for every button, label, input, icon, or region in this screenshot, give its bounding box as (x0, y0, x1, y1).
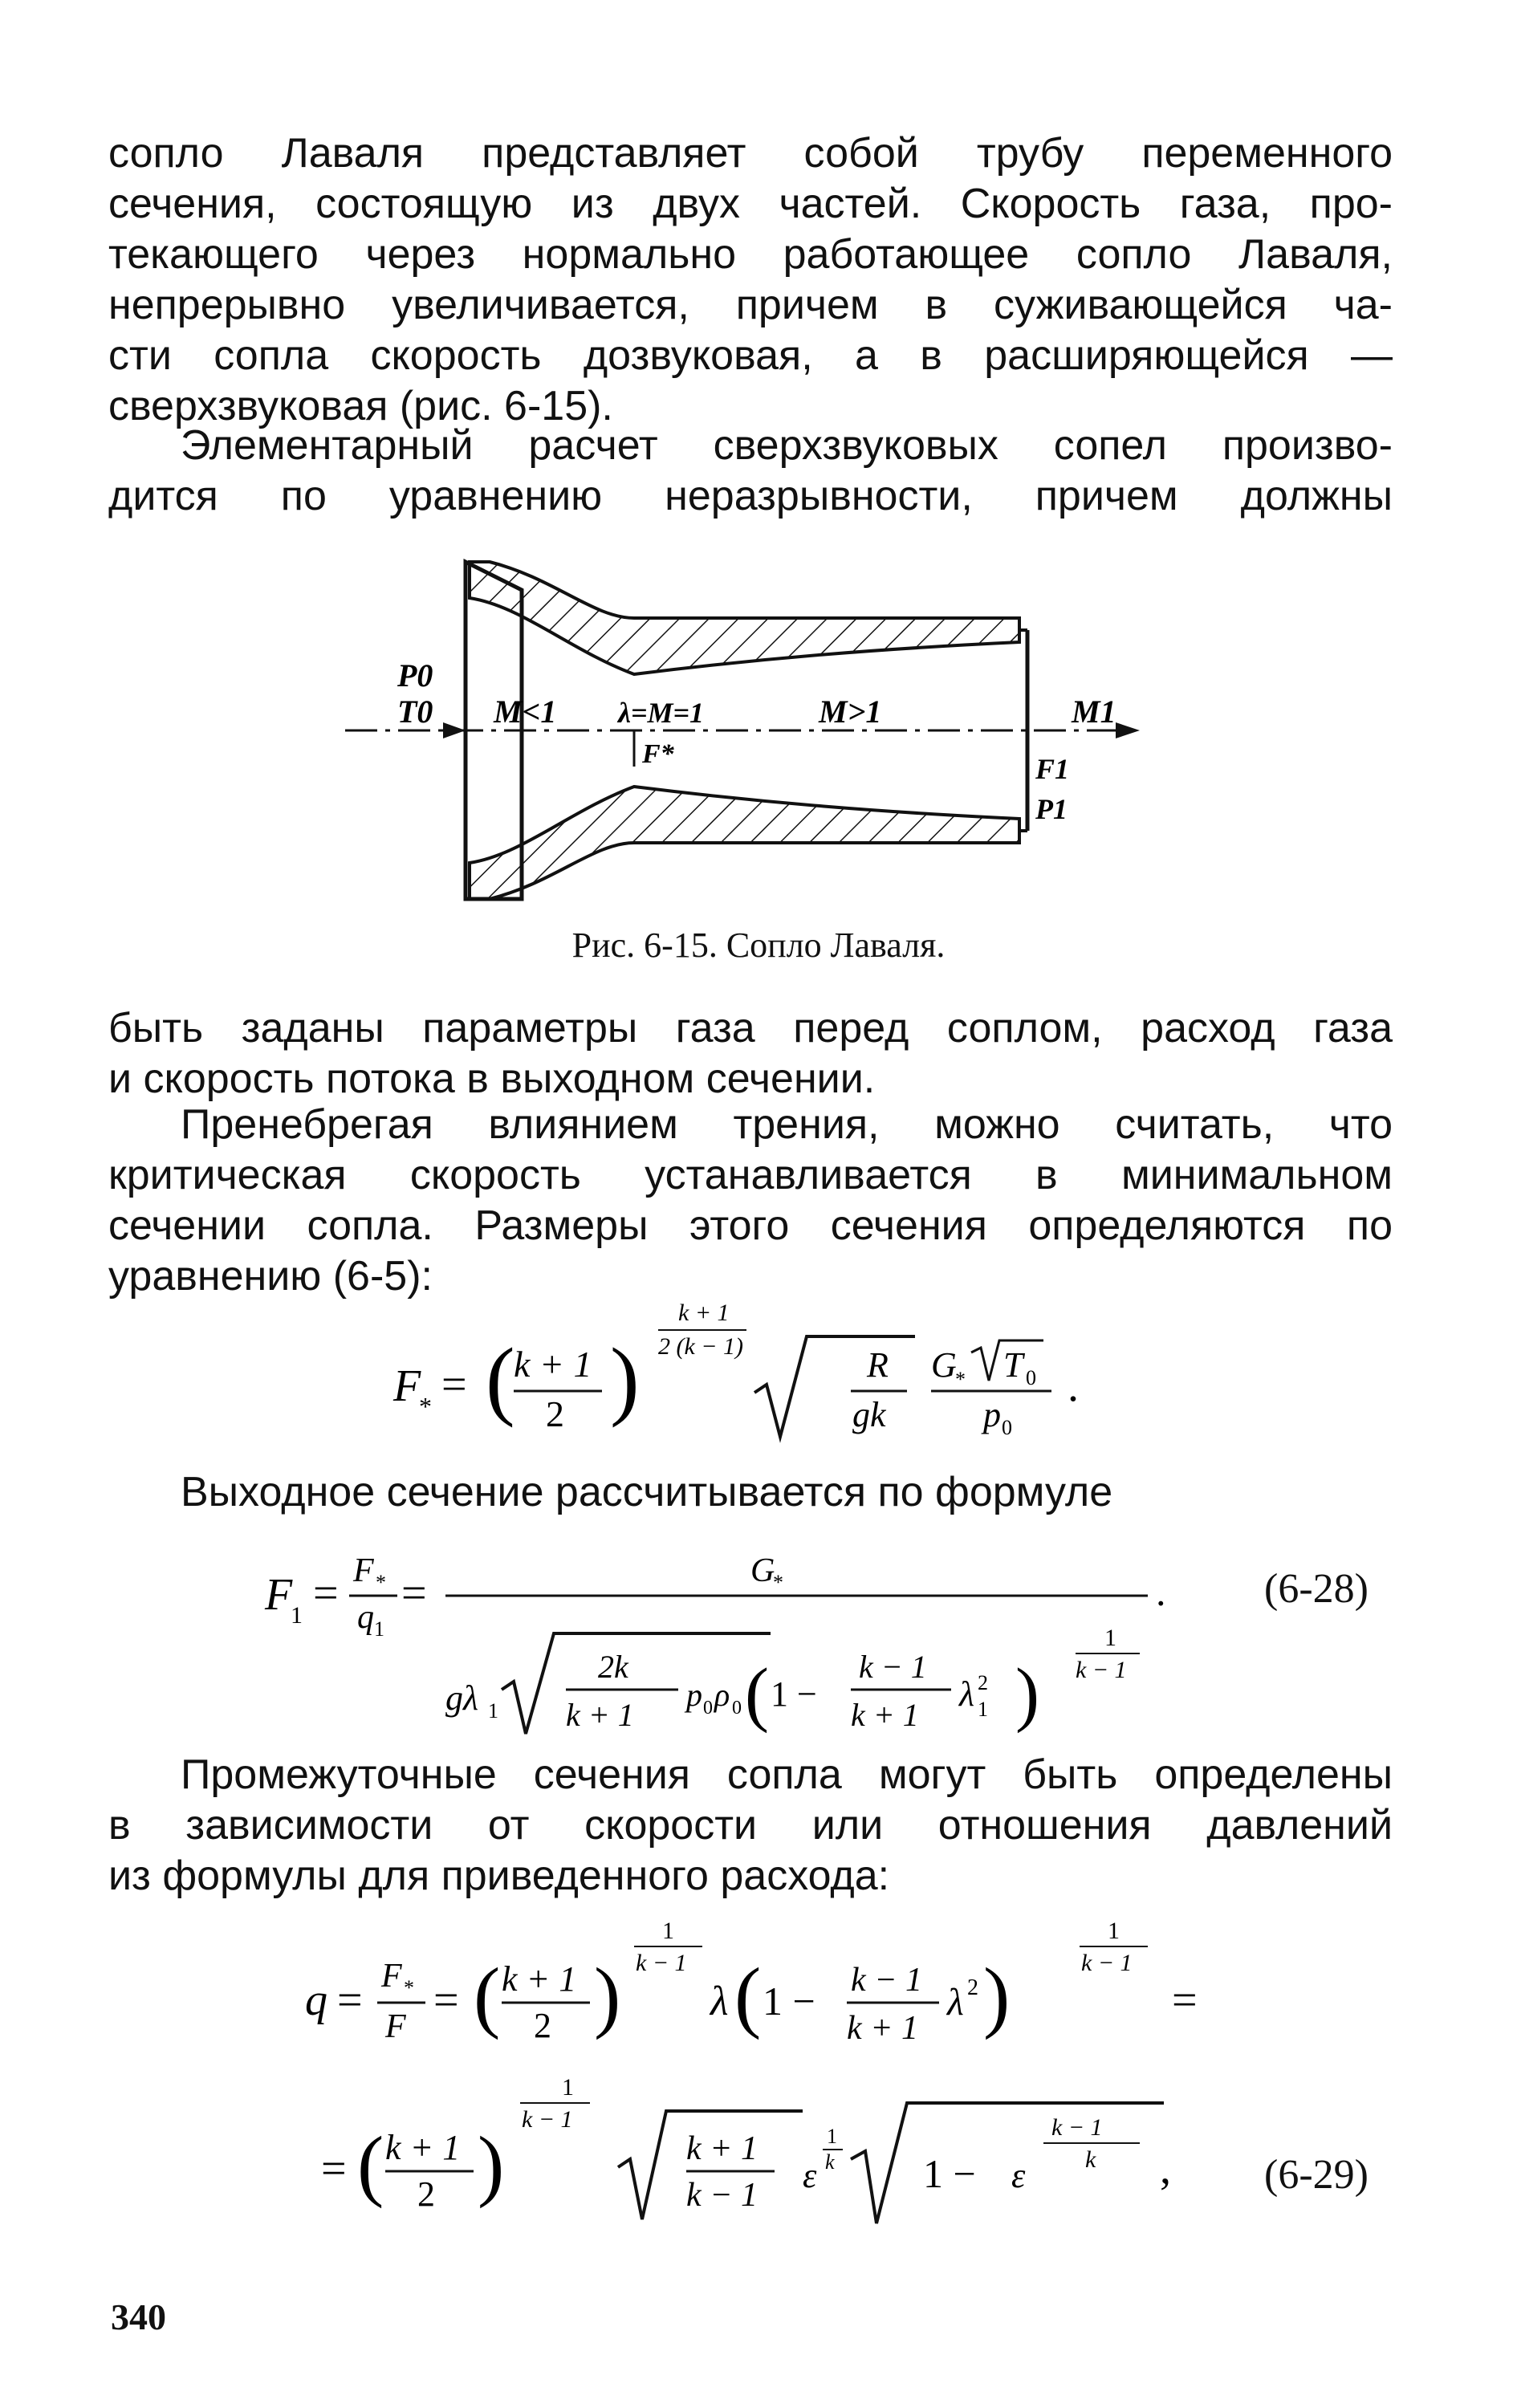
svg-text:k − 1: k − 1 (636, 1950, 687, 1976)
svg-text:*: * (955, 1368, 966, 1391)
svg-text:1 −: 1 − (771, 1674, 817, 1714)
label-m-less: M<1 (494, 694, 557, 730)
svg-text:*: * (419, 1392, 432, 1421)
lower-hatched-wall (470, 787, 1019, 899)
svg-text:k + 1: k + 1 (851, 1697, 919, 1733)
svg-text:=: = (1172, 1975, 1198, 2025)
svg-text:1: 1 (1104, 1625, 1116, 1651)
svg-text:k + 1: k + 1 (566, 1697, 634, 1733)
text-line: критическая скорость устанавливается в минимальном (108, 1152, 1393, 1198)
svg-text:ρ: ρ (714, 1677, 730, 1713)
svg-text:1: 1 (1108, 1918, 1120, 1944)
svg-text:*: * (773, 1571, 783, 1594)
svg-text:2: 2 (978, 1671, 988, 1694)
text-line: Выходное сечение рассчитывается по формуле (181, 1469, 1113, 1515)
svg-text:2: 2 (967, 1975, 978, 2000)
svg-text:): ) (478, 2120, 505, 2209)
text-line: уравнению (6-5): (108, 1253, 433, 1300)
svg-text:q: q (305, 1975, 327, 2025)
svg-text:k: k (825, 2150, 835, 2174)
svg-text:0: 0 (732, 1698, 742, 1719)
laval-nozzle-figure (0, 530, 1517, 931)
equation-label-6-28: (6-28) (1264, 1566, 1369, 1612)
text-line: сти сопла скорость дозвуковая, а в расширяющейся — (108, 332, 1393, 379)
label-f-star: F* (642, 739, 674, 769)
label-lambda-m: λ=M=1 (618, 697, 705, 729)
paragraph-1 (108, 128, 1393, 432)
svg-text:): ) (983, 1951, 1011, 2040)
text-line: сечении сопла. Размеры этого сечения определяются по (108, 1202, 1393, 1249)
svg-text:k − 1: k − 1 (859, 1649, 927, 1685)
svg-text:k − 1: k − 1 (1076, 1657, 1127, 1683)
svg-text:λ: λ (710, 1979, 729, 2024)
svg-text:gk: gk (852, 1395, 886, 1434)
svg-text:G: G (931, 1345, 957, 1385)
svg-text:=: = (321, 2144, 347, 2194)
paragraph-6 (108, 1750, 1393, 1902)
svg-text:(: ( (734, 1951, 762, 2040)
svg-text:ε: ε (803, 2156, 817, 2195)
svg-text:.: . (1068, 1361, 1079, 1411)
text-line: из формулы для приведенного расхода: (108, 1853, 890, 1899)
svg-text:T: T (1003, 1345, 1023, 1385)
svg-text:1: 1 (662, 1918, 674, 1944)
inlet-arrow (443, 722, 466, 738)
svg-text:): ) (610, 1330, 640, 1428)
svg-text:F: F (385, 2008, 406, 2045)
svg-text:p: p (983, 1395, 1001, 1434)
label-m-more: M>1 (819, 694, 882, 730)
svg-text:*: * (376, 1571, 386, 1594)
text-line: сечения, состоящую из двух частей. Скорость газа, про- (108, 181, 1393, 227)
text-line: быть заданы параметры газа перед соплом, расход газа (108, 1005, 1393, 1051)
svg-text:): ) (594, 1951, 621, 2040)
svg-text:(: ( (357, 2120, 384, 2209)
svg-text:R: R (867, 1345, 889, 1385)
svg-text:k − 1: k − 1 (522, 2106, 573, 2133)
svg-text:=: = (313, 1568, 339, 1618)
svg-text:1: 1 (374, 1617, 384, 1641)
svg-text:G: G (750, 1552, 775, 1589)
svg-text:λ: λ (947, 1981, 964, 2024)
svg-text:q: q (357, 1599, 374, 1636)
svg-text:k + 1: k + 1 (502, 1959, 577, 1999)
svg-text:2: 2 (534, 2006, 551, 2045)
svg-text:1 −: 1 − (923, 2151, 976, 2196)
svg-text:.: . (1156, 1569, 1166, 1614)
svg-text:2: 2 (417, 2174, 435, 2214)
svg-text:p: p (686, 1677, 702, 1713)
text-line: Промежуточные сечения сопла могут быть определены (181, 1751, 1393, 1798)
svg-text:=: = (401, 1568, 427, 1618)
svg-text:2 (k − 1): 2 (k − 1) (658, 1333, 744, 1360)
label-p1: P1 (1035, 793, 1068, 825)
svg-text:k + 1: k + 1 (385, 2128, 461, 2167)
svg-text:k − 1: k − 1 (1081, 1950, 1133, 1976)
text-line: сопло Лаваля представляет собой трубу переменного (108, 130, 1393, 177)
text-line: в зависимости от скорости или отношения давлений (108, 1802, 1393, 1849)
svg-text:0: 0 (1026, 1366, 1036, 1389)
label-p0: P0 (397, 657, 433, 694)
svg-text:k + 1: k + 1 (678, 1300, 730, 1326)
text-line: и скорость потока в выходном сечении. (108, 1056, 876, 1102)
equation-exit-area (0, 1525, 1517, 1766)
svg-text:(: ( (486, 1330, 515, 1428)
page-number: 340 (111, 2296, 166, 2337)
svg-text:): ) (1015, 1654, 1039, 1734)
svg-text:2: 2 (546, 1393, 564, 1434)
svg-text:ε: ε (1011, 2156, 1026, 2195)
svg-text:1 −: 1 − (763, 1979, 815, 2024)
svg-text:1: 1 (291, 1602, 303, 1629)
text-line: сверхзвуковая (рис. 6-15). (108, 383, 613, 429)
svg-text:k + 1: k + 1 (686, 2130, 758, 2167)
paragraph-5 (181, 1467, 1465, 1518)
svg-text:F: F (393, 1361, 421, 1411)
paragraph-2 (108, 421, 1393, 522)
figure-caption: Рис. 6-15. Сопло Лаваля. (571, 925, 946, 965)
svg-text:k + 1: k + 1 (847, 2010, 918, 2047)
svg-text:1: 1 (978, 1698, 988, 1721)
paragraph-4 (108, 1100, 1393, 1302)
text-line: дится по уравнению неразрывности, причем должны (108, 473, 1393, 519)
label-t0: T0 (397, 694, 433, 730)
svg-text:2k: 2k (598, 1649, 628, 1685)
upper-hatched-wall (470, 562, 1019, 674)
outlet-arrow (1116, 722, 1140, 738)
svg-text:,: , (1160, 2144, 1171, 2194)
text-line: Элементарный расчет сверхзвуковых сопел произво- (181, 422, 1393, 469)
text-line: непрерывно увеличивается, причем в суживающейся ча- (108, 282, 1393, 328)
svg-text:gλ: gλ (445, 1678, 479, 1718)
svg-text:F: F (381, 1958, 402, 1995)
svg-text:=: = (337, 1975, 363, 2025)
label-m1: M1 (1072, 694, 1116, 730)
equation-label-6-29: (6-29) (1264, 2152, 1369, 2198)
svg-text:k − 1: k − 1 (686, 2177, 758, 2214)
svg-text:=: = (433, 1975, 459, 2025)
svg-text:(: ( (474, 1951, 501, 2040)
label-f1: F1 (1035, 753, 1070, 785)
text-line: Пренебрегая влиянием трения, можно считать, что (181, 1101, 1393, 1148)
equation-critical-area (0, 1296, 1517, 1457)
svg-text:1: 1 (488, 1699, 498, 1723)
svg-text:k + 1: k + 1 (514, 1344, 592, 1385)
svg-text:1: 1 (562, 2074, 574, 2101)
svg-text:*: * (404, 1976, 414, 1999)
svg-text:(: ( (745, 1654, 769, 1734)
svg-text:F: F (353, 1552, 374, 1589)
text-line: текающего через нормально работающее сопло Лаваля, (108, 231, 1393, 278)
svg-text:λ: λ (959, 1674, 975, 1714)
paragraph-3 (108, 1003, 1393, 1104)
svg-text:0: 0 (703, 1698, 713, 1719)
svg-text:k: k (1085, 2146, 1096, 2173)
svg-text:k − 1: k − 1 (1051, 2114, 1103, 2141)
svg-text:k − 1: k − 1 (851, 1962, 922, 1999)
svg-text:1: 1 (827, 2125, 837, 2148)
svg-text:0: 0 (1002, 1416, 1012, 1439)
svg-text:=: = (441, 1360, 467, 1409)
svg-text:F: F (265, 1570, 293, 1620)
